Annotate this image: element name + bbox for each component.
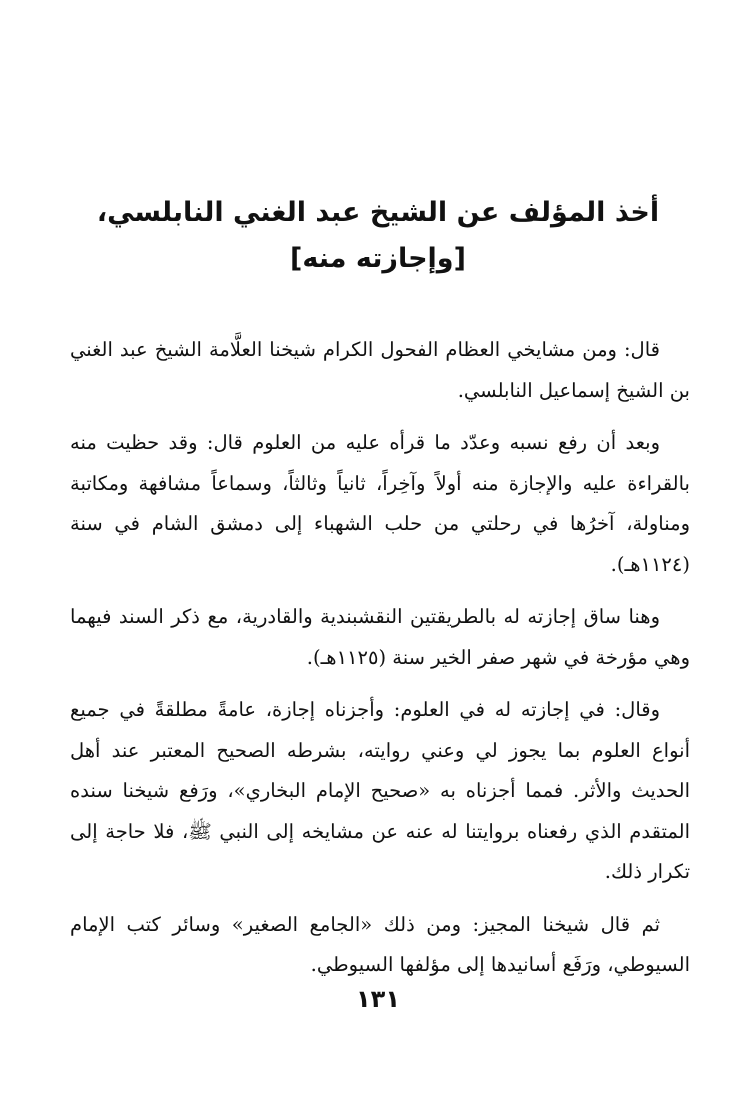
body-text bbox=[70, 330, 690, 998]
chapter-subtitle: [وإجازته منه] bbox=[290, 243, 466, 274]
chapter-title: أخذ المؤلف عن الشيخ عبد الغني النابلسي، bbox=[96, 197, 660, 228]
paragraph: وهنا ساق إجازته له بالطريقتين النقشبندية والقادرية، مع ذكر السند فيهما وهي مؤرخة في شهر صفر الخير سنة (١١٢٥هـ). bbox=[70, 605, 690, 669]
paragraph: قال: ومن مشايخي العظام الفحول الكرام شيخنا العلَّامة الشيخ عبد الغني بن الشيخ إسماعيل النابلسي. bbox=[70, 338, 690, 402]
paragraph: وبعد أن رفع نسبه وعدّد ما قرأه عليه من العلوم قال: وقد حظيت منه بالقراءة عليه والإجازة منه أولاً وآخِراً، ثانياً وثالثاً، وسماعاً مشافهة ومكاتبة ومناولة، آخرُها في رحلتي من حلب الشهباء إلى دمشق الشام في سنة (١١٢٤هـ). bbox=[70, 431, 690, 576]
paragraph: وقال: في إجازته له في العلوم: وأجزناه إجازة، عامةً مطلقةً في جميع أنواع العلوم بما يجوز لي وعني روايته، بشرطه الصحيح المعتبر عند أهل الحديث والأثر. فمما أجزناه به «صحيح الإمام البخاري»، ورَفع شيخنا سنده المتقدم الذي رفعناه بروايتنا له عنه عن مشايخه إلى النبي ﷺ، فلا حاجة إلى تكرار ذلك. bbox=[70, 698, 690, 883]
page-number: ١٣١ bbox=[356, 985, 400, 1013]
paragraph: ثم قال شيخنا المجيز: ومن ذلك «الجامع الصغير» وسائر كتب الإمام السيوطي، ورَفَع أسانيدها إلى مؤلفها السيوطي. bbox=[70, 912, 690, 976]
